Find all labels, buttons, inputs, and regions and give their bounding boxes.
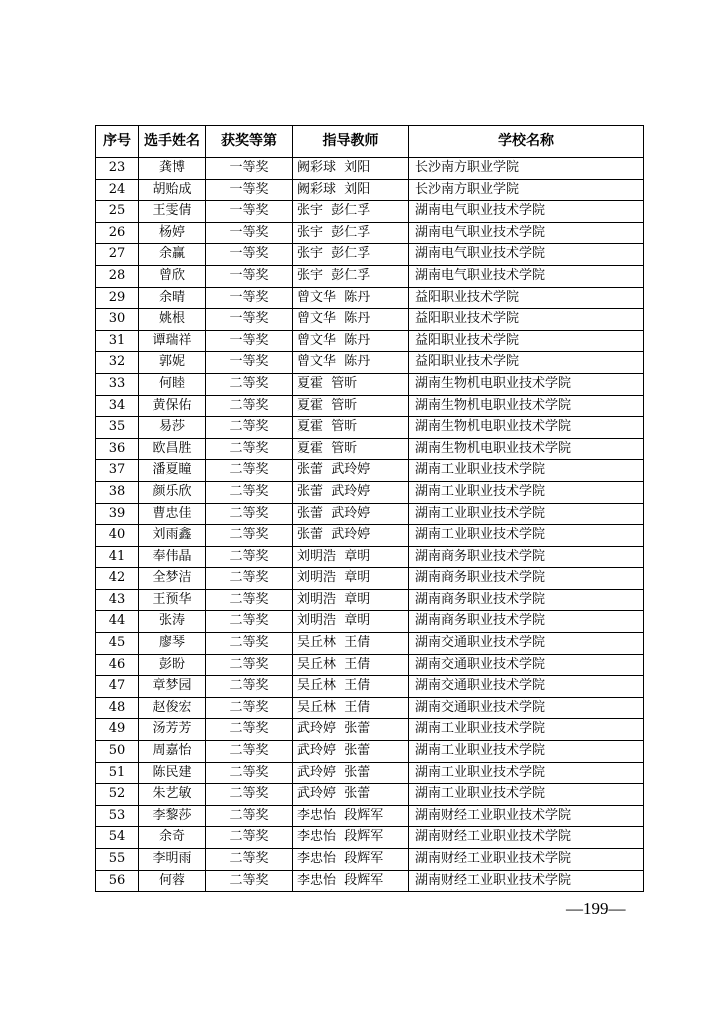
table-row [96, 762, 644, 784]
cell-index: 49 [96, 719, 139, 741]
cell-school-name: 湖南电气职业技术学院 [409, 222, 644, 244]
cell-school-name: 湖南交通职业技术学院 [409, 633, 644, 655]
cell-index: 30 [96, 309, 139, 331]
cell-school-name: 湖南生物机电职业技术学院 [409, 438, 644, 460]
cell-award-level: 二等奖 [206, 784, 293, 806]
cell-school-name: 湖南交通职业技术学院 [409, 676, 644, 698]
table-row [96, 352, 644, 374]
cell-award-level: 一等奖 [206, 330, 293, 352]
table-row [96, 741, 644, 763]
cell-award-level: 二等奖 [206, 849, 293, 871]
cell-school-name: 湖南商务职业技术学院 [409, 546, 644, 568]
cell-index: 23 [96, 158, 139, 180]
cell-award-level: 二等奖 [206, 568, 293, 590]
cell-index: 50 [96, 741, 139, 763]
table-row [96, 244, 644, 266]
cell-award-level: 二等奖 [206, 373, 293, 395]
cell-school-name: 长沙南方职业学院 [409, 179, 644, 201]
cell-contestant-name: 张涛 [139, 611, 206, 633]
cell-school-name: 湖南财经工业职业技术学院 [409, 849, 644, 871]
table-row [96, 287, 644, 309]
header-award-level: 获奖等第 [206, 126, 293, 158]
cell-instructor: 阙彩球 刘阳 [293, 158, 409, 180]
cell-index: 52 [96, 784, 139, 806]
cell-instructor: 张宇 彭仁孚 [293, 265, 409, 287]
cell-instructor: 吴丘林 王倩 [293, 633, 409, 655]
cell-instructor: 刘明浩 章明 [293, 546, 409, 568]
cell-instructor: 曾文华 陈丹 [293, 330, 409, 352]
cell-index: 38 [96, 481, 139, 503]
cell-index: 54 [96, 827, 139, 849]
cell-instructor: 李忠怡 段辉军 [293, 805, 409, 827]
cell-index: 42 [96, 568, 139, 590]
cell-contestant-name: 李黎莎 [139, 805, 206, 827]
cell-contestant-name: 郭妮 [139, 352, 206, 374]
cell-instructor: 吴丘林 王倩 [293, 697, 409, 719]
cell-school-name: 湖南财经工业职业技术学院 [409, 870, 644, 892]
cell-school-name: 湖南生物机电职业技术学院 [409, 373, 644, 395]
cell-index: 47 [96, 676, 139, 698]
cell-award-level: 一等奖 [206, 222, 293, 244]
cell-instructor: 夏霍 管昕 [293, 373, 409, 395]
cell-school-name: 湖南交通职业技术学院 [409, 697, 644, 719]
cell-award-level: 二等奖 [206, 719, 293, 741]
table-row [96, 719, 644, 741]
table-row [96, 676, 644, 698]
cell-award-level: 二等奖 [206, 503, 293, 525]
table-row [96, 784, 644, 806]
cell-contestant-name: 胡贻成 [139, 179, 206, 201]
table-row [96, 697, 644, 719]
cell-award-level: 二等奖 [206, 460, 293, 482]
cell-instructor: 张蕾 武玲婷 [293, 525, 409, 547]
cell-index: 40 [96, 525, 139, 547]
cell-instructor: 夏霍 管昕 [293, 417, 409, 439]
cell-instructor: 张宇 彭仁孚 [293, 201, 409, 223]
cell-award-level: 二等奖 [206, 525, 293, 547]
cell-index: 45 [96, 633, 139, 655]
cell-index: 36 [96, 438, 139, 460]
cell-contestant-name: 彭盼 [139, 654, 206, 676]
cell-index: 46 [96, 654, 139, 676]
cell-award-level: 二等奖 [206, 589, 293, 611]
cell-award-level: 二等奖 [206, 611, 293, 633]
cell-award-level: 一等奖 [206, 309, 293, 331]
table-header [96, 126, 644, 158]
cell-award-level: 一等奖 [206, 244, 293, 266]
cell-award-level: 二等奖 [206, 697, 293, 719]
table-row [96, 503, 644, 525]
cell-index: 26 [96, 222, 139, 244]
cell-contestant-name: 姚根 [139, 309, 206, 331]
cell-instructor: 张蕾 武玲婷 [293, 503, 409, 525]
cell-contestant-name: 王预华 [139, 589, 206, 611]
cell-contestant-name: 曹忠佳 [139, 503, 206, 525]
cell-instructor: 张宇 彭仁孚 [293, 222, 409, 244]
award-table [95, 125, 644, 892]
table-row [96, 438, 644, 460]
cell-instructor: 李忠怡 段辉军 [293, 870, 409, 892]
cell-index: 37 [96, 460, 139, 482]
table-row [96, 158, 644, 180]
cell-index: 39 [96, 503, 139, 525]
table-row [96, 849, 644, 871]
cell-school-name: 湖南生物机电职业技术学院 [409, 395, 644, 417]
cell-contestant-name: 朱艺敏 [139, 784, 206, 806]
cell-instructor: 武玲婷 张蕾 [293, 719, 409, 741]
table-row [96, 201, 644, 223]
cell-school-name: 湖南商务职业技术学院 [409, 568, 644, 590]
cell-contestant-name: 何睦 [139, 373, 206, 395]
cell-index: 43 [96, 589, 139, 611]
cell-instructor: 刘明浩 章明 [293, 589, 409, 611]
cell-instructor: 夏霍 管昕 [293, 395, 409, 417]
cell-award-level: 二等奖 [206, 546, 293, 568]
table-row [96, 265, 644, 287]
cell-award-level: 二等奖 [206, 417, 293, 439]
cell-instructor: 夏霍 管昕 [293, 438, 409, 460]
table-row [96, 611, 644, 633]
table-row [96, 460, 644, 482]
cell-contestant-name: 余奇 [139, 827, 206, 849]
cell-award-level: 一等奖 [206, 179, 293, 201]
table-row [96, 309, 644, 331]
cell-index: 25 [96, 201, 139, 223]
cell-contestant-name: 易莎 [139, 417, 206, 439]
cell-index: 31 [96, 330, 139, 352]
cell-instructor: 阙彩球 刘阳 [293, 179, 409, 201]
cell-school-name: 湖南工业职业技术学院 [409, 719, 644, 741]
cell-school-name: 湖南工业职业技术学院 [409, 741, 644, 763]
cell-contestant-name: 欧昌胜 [139, 438, 206, 460]
cell-school-name: 湖南工业职业技术学院 [409, 503, 644, 525]
cell-instructor: 李忠怡 段辉军 [293, 827, 409, 849]
header-instructor: 指导教师 [293, 126, 409, 158]
cell-instructor: 李忠怡 段辉军 [293, 849, 409, 871]
cell-school-name: 湖南工业职业技术学院 [409, 481, 644, 503]
cell-award-level: 二等奖 [206, 676, 293, 698]
cell-index: 51 [96, 762, 139, 784]
cell-instructor: 曾文华 陈丹 [293, 352, 409, 374]
cell-award-level: 一等奖 [206, 352, 293, 374]
cell-contestant-name: 杨婷 [139, 222, 206, 244]
cell-index: 32 [96, 352, 139, 374]
cell-school-name: 湖南工业职业技术学院 [409, 460, 644, 482]
table-row [96, 633, 644, 655]
cell-contestant-name: 何蓉 [139, 870, 206, 892]
cell-school-name: 湖南电气职业技术学院 [409, 244, 644, 266]
cell-contestant-name: 余晴 [139, 287, 206, 309]
table-row [96, 654, 644, 676]
cell-award-level: 二等奖 [206, 870, 293, 892]
cell-contestant-name: 赵俊宏 [139, 697, 206, 719]
table-row [96, 546, 644, 568]
cell-instructor: 武玲婷 张蕾 [293, 741, 409, 763]
cell-award-level: 一等奖 [206, 158, 293, 180]
table-row [96, 481, 644, 503]
cell-index: 55 [96, 849, 139, 871]
cell-school-name: 益阳职业技术学院 [409, 309, 644, 331]
cell-award-level: 一等奖 [206, 265, 293, 287]
cell-index: 24 [96, 179, 139, 201]
cell-index: 29 [96, 287, 139, 309]
table-row [96, 589, 644, 611]
table-body [96, 158, 644, 892]
cell-contestant-name: 王雯倩 [139, 201, 206, 223]
cell-instructor: 刘明浩 章明 [293, 611, 409, 633]
cell-contestant-name: 龚博 [139, 158, 206, 180]
cell-award-level: 二等奖 [206, 741, 293, 763]
cell-school-name: 湖南电气职业技术学院 [409, 265, 644, 287]
cell-school-name: 益阳职业技术学院 [409, 287, 644, 309]
cell-contestant-name: 汤芳芳 [139, 719, 206, 741]
cell-index: 48 [96, 697, 139, 719]
cell-instructor: 武玲婷 张蕾 [293, 784, 409, 806]
cell-award-level: 二等奖 [206, 395, 293, 417]
cell-school-name: 湖南财经工业职业技术学院 [409, 827, 644, 849]
cell-contestant-name: 奉伟晶 [139, 546, 206, 568]
cell-contestant-name: 刘雨鑫 [139, 525, 206, 547]
cell-instructor: 刘明浩 章明 [293, 568, 409, 590]
cell-school-name: 长沙南方职业学院 [409, 158, 644, 180]
cell-contestant-name: 陈民建 [139, 762, 206, 784]
cell-award-level: 二等奖 [206, 633, 293, 655]
table-row [96, 179, 644, 201]
table-row [96, 373, 644, 395]
table-row [96, 222, 644, 244]
cell-instructor: 武玲婷 张蕾 [293, 762, 409, 784]
cell-index: 53 [96, 805, 139, 827]
cell-index: 35 [96, 417, 139, 439]
header-index: 序号 [96, 126, 139, 158]
cell-school-name: 湖南工业职业技术学院 [409, 762, 644, 784]
cell-school-name: 湖南交通职业技术学院 [409, 654, 644, 676]
cell-school-name: 湖南电气职业技术学院 [409, 201, 644, 223]
cell-contestant-name: 黄保佑 [139, 395, 206, 417]
cell-award-level: 一等奖 [206, 287, 293, 309]
cell-school-name: 益阳职业技术学院 [409, 330, 644, 352]
cell-award-level: 二等奖 [206, 654, 293, 676]
cell-instructor: 张蕾 武玲婷 [293, 460, 409, 482]
cell-instructor: 张蕾 武玲婷 [293, 481, 409, 503]
cell-school-name: 湖南商务职业技术学院 [409, 611, 644, 633]
header-row [96, 126, 644, 158]
table-row [96, 525, 644, 547]
cell-contestant-name: 章梦园 [139, 676, 206, 698]
cell-award-level: 一等奖 [206, 201, 293, 223]
cell-award-level: 二等奖 [206, 481, 293, 503]
cell-instructor: 曾文华 陈丹 [293, 309, 409, 331]
table-row [96, 870, 644, 892]
cell-school-name: 湖南商务职业技术学院 [409, 589, 644, 611]
cell-contestant-name: 李明雨 [139, 849, 206, 871]
table-row [96, 827, 644, 849]
header-contestant-name: 选手姓名 [139, 126, 206, 158]
cell-contestant-name: 周嘉怡 [139, 741, 206, 763]
table-row [96, 417, 644, 439]
cell-instructor: 吴丘林 王倩 [293, 654, 409, 676]
cell-contestant-name: 余赢 [139, 244, 206, 266]
cell-award-level: 二等奖 [206, 805, 293, 827]
cell-school-name: 益阳职业技术学院 [409, 352, 644, 374]
header-school-name: 学校名称 [409, 126, 644, 158]
cell-contestant-name: 颜乐欣 [139, 481, 206, 503]
table-row [96, 568, 644, 590]
cell-award-level: 二等奖 [206, 438, 293, 460]
table-row [96, 330, 644, 352]
cell-award-level: 二等奖 [206, 762, 293, 784]
cell-contestant-name: 潘夏瞳 [139, 460, 206, 482]
cell-index: 56 [96, 870, 139, 892]
cell-contestant-name: 曾欣 [139, 265, 206, 287]
table-row [96, 805, 644, 827]
cell-index: 28 [96, 265, 139, 287]
cell-contestant-name: 廖琴 [139, 633, 206, 655]
cell-index: 34 [96, 395, 139, 417]
cell-school-name: 湖南工业职业技术学院 [409, 784, 644, 806]
page-number: —199— [566, 899, 626, 918]
cell-instructor: 张宇 彭仁孚 [293, 244, 409, 266]
cell-instructor: 吴丘林 王倩 [293, 676, 409, 698]
cell-contestant-name: 全梦洁 [139, 568, 206, 590]
cell-index: 44 [96, 611, 139, 633]
cell-index: 33 [96, 373, 139, 395]
cell-school-name: 湖南财经工业职业技术学院 [409, 805, 644, 827]
cell-award-level: 二等奖 [206, 827, 293, 849]
cell-index: 27 [96, 244, 139, 266]
cell-school-name: 湖南生物机电职业技术学院 [409, 417, 644, 439]
cell-school-name: 湖南工业职业技术学院 [409, 525, 644, 547]
cell-index: 41 [96, 546, 139, 568]
table-row [96, 395, 644, 417]
cell-contestant-name: 谭瑞祥 [139, 330, 206, 352]
cell-instructor: 曾文华 陈丹 [293, 287, 409, 309]
